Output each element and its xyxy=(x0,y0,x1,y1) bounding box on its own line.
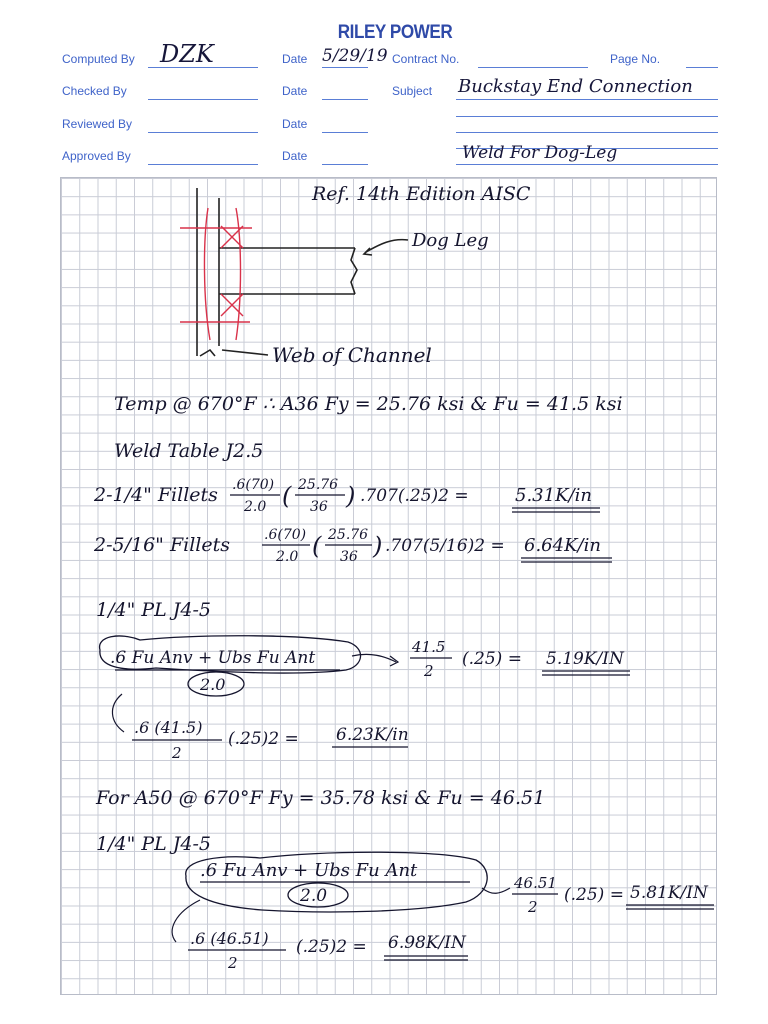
contract-no-label: Contract No. xyxy=(392,52,460,66)
block-b-low-num: .6 (46.51) xyxy=(190,929,269,948)
five-sixteenth-paren-close: ) xyxy=(373,532,383,560)
five-sixteenth-frac1-num: .6(70) xyxy=(264,527,307,543)
quarter-fillet-paren-close: ) xyxy=(346,482,356,510)
block-a-low-num: .6 (41.5) xyxy=(134,718,203,737)
date-value: 5/29/19 xyxy=(322,46,388,66)
plate-quarter-b: 1/4" PL J4-5 xyxy=(96,833,212,855)
dog-leg-leader xyxy=(366,240,408,252)
weld-table-line: Weld Table J2.5 xyxy=(114,440,264,462)
block-b-arrow xyxy=(482,888,510,893)
plate-quarter-a: 1/4" PL J4-5 xyxy=(96,599,212,621)
quarter-fillet-frac2-num: 25.76 xyxy=(298,477,339,493)
block-a-low-tail: (.25)2 = xyxy=(228,729,299,749)
five-sixteenth-paren-open: ( xyxy=(312,532,322,560)
connection-sketch xyxy=(197,188,408,356)
subject-value: Buckstay End Connection xyxy=(458,76,693,97)
block-b-low-result: 6.98K/IN xyxy=(388,933,466,953)
block-b-top: .6 Fu Anv + Ubs Fu Ant xyxy=(200,860,418,881)
block-a-right-den: 2 xyxy=(424,662,434,680)
web-leader xyxy=(222,350,268,355)
reviewed-by-label: Reviewed By xyxy=(62,117,133,131)
block-a-top: .6 Fu Anv + Ubs Fu Ant xyxy=(110,648,316,668)
computed-by-label: Computed By xyxy=(62,52,135,66)
five-sixteenth-frac2-den: 36 xyxy=(340,549,358,565)
weld-symbols xyxy=(180,208,252,340)
dog-leg-break-line xyxy=(351,248,357,294)
five-sixteenth-fillet-label: 2-5/16" Fillets xyxy=(94,534,230,556)
a50-line: For A50 @ 670°F Fy = 35.78 ksi & Fu = 46.51 xyxy=(96,787,546,809)
date-label-4: Date xyxy=(282,149,308,163)
dog-leg-label: Dog Leg xyxy=(412,230,489,251)
quarter-fillet-result: 5.31K/in xyxy=(515,485,592,506)
web-of-channel-label: Web of Channel xyxy=(272,343,432,367)
block-a-right-result: 5.19K/IN xyxy=(546,649,624,669)
block-b-right-num: 46.51 xyxy=(514,874,557,892)
quarter-fillet-frac1-num: .6(70) xyxy=(232,477,275,493)
quarter-fillet-tail: .707(.25)2 = xyxy=(360,486,469,506)
block-a-low-result: 6.23K/in xyxy=(336,725,409,745)
block-b-low-tail: (.25)2 = xyxy=(296,937,367,957)
block-a-right-num: 41.5 xyxy=(412,638,446,656)
subject-label: Subject xyxy=(392,84,433,98)
five-sixteenth-frac2-num: 25.76 xyxy=(328,527,369,543)
block-a-den: 2.0 xyxy=(200,675,226,694)
computed-by-value: DZK xyxy=(160,40,214,68)
date-label-2: Date xyxy=(282,84,308,98)
web-leader-hook xyxy=(200,350,215,356)
five-sixteenth-frac1-den: 2.0 xyxy=(276,549,299,565)
quarter-fillet-frac1-den: 2.0 xyxy=(244,499,267,515)
quarter-fillet-frac2-den: 36 xyxy=(310,499,328,515)
five-sixteenth-result: 6.64K/in xyxy=(524,535,601,556)
five-sixteenth-tail: .707(5/16)2 = xyxy=(385,536,505,556)
block-b-right-tail: (.25) = xyxy=(564,885,624,905)
block-b-right-result: 5.81K/IN xyxy=(630,883,708,903)
block-a-arrow xyxy=(352,654,396,662)
date-label-3: Date xyxy=(282,117,308,131)
quarter-fillet-paren-open: ( xyxy=(282,482,292,510)
block-a-right-tail: (.25) = xyxy=(462,649,522,669)
subject-value-line3: Weld For Dog-Leg xyxy=(462,143,618,163)
checked-by-label: Checked By xyxy=(62,84,127,98)
block-b-right-den: 2 xyxy=(528,898,538,916)
block-a-low-arrow xyxy=(112,694,124,732)
approved-by-label: Approved By xyxy=(62,149,131,163)
page-no-label: Page No. xyxy=(610,52,661,66)
block-b-den: 2.0 xyxy=(300,886,328,906)
quarter-fillet-label: 2-1/4" Fillets xyxy=(94,484,218,506)
company-name: RILEY POWER xyxy=(337,22,453,43)
reference-text: Ref. 14th Edition AISC xyxy=(312,183,531,205)
temp-line: Temp @ 670°F ∴ A36 Fy = 25.76 ksi & Fu = 41.5 ksi xyxy=(114,393,623,415)
block-a-low-den: 2 xyxy=(172,744,182,762)
block-b-low-den: 2 xyxy=(228,954,238,972)
date-label-1: Date xyxy=(282,52,308,66)
